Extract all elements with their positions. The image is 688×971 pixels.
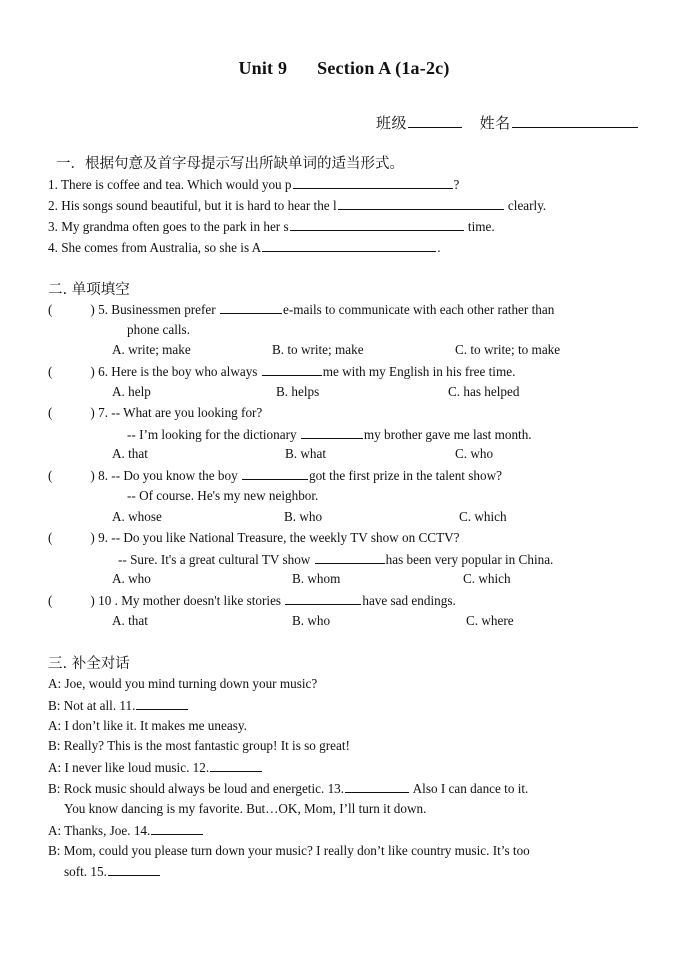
dialogue-line: A: Thanks, Joe. 14.	[48, 822, 204, 839]
dialogue-line: B: Not at all. 11.	[48, 697, 189, 714]
answer-blank[interactable]	[210, 759, 262, 772]
answer-blank[interactable]	[108, 863, 160, 876]
option-c: C. who	[455, 446, 494, 461]
answer-blank[interactable]	[301, 426, 363, 439]
answer-blank[interactable]	[293, 176, 453, 189]
option-b: B. who	[284, 509, 323, 524]
part1-item-1: 1. There is coffee and tea. Which would you p ?	[48, 177, 460, 192]
part1-heading: 一．根据句意及首字母提示写出所缺单词的适当形式。	[56, 156, 404, 172]
option-a: A. that	[112, 613, 148, 628]
class-name-line	[376, 112, 639, 133]
option-b: B. helps	[276, 384, 320, 399]
question-7-line2: -- I’m looking for the dictionary my brother gave me last month.	[127, 427, 532, 442]
answer-blank[interactable]	[262, 239, 436, 252]
option-a: A. help	[112, 384, 151, 399]
question-9-line2: -- Sure. It's a great cultural TV show has been very popular in China.	[118, 552, 554, 567]
option-a: A. whose	[112, 509, 162, 524]
question-5: ( ) 5. Businessmen prefer e-mails to communicate with each other rather than	[48, 302, 555, 317]
answer-blank[interactable]	[242, 467, 308, 480]
page-title	[0, 58, 688, 79]
answer-blank[interactable]	[136, 697, 188, 710]
option-b: B. to write; make	[272, 342, 364, 357]
option-c: C. where	[466, 613, 514, 628]
part3-heading: 三. 补全对话	[48, 656, 130, 672]
dialogue-line: A: I don’t like it. It makes me uneasy.	[48, 718, 247, 733]
question-9: ( ) 9. -- Do you like National Treasure, the weekly TV show on CCTV?	[48, 530, 460, 545]
part2-heading: 二. 单项填空	[48, 282, 130, 298]
answer-blank[interactable]	[285, 592, 361, 605]
option-c: C. has helped	[448, 384, 520, 399]
option-a: A. who	[112, 571, 151, 586]
dialogue-line: A: Joe, would you mind turning down your music?	[48, 676, 318, 691]
question-8-line2: -- Of course. He's my new neighbor.	[127, 488, 319, 503]
title-unit: Unit 9	[238, 58, 288, 78]
option-c: C. to write; to make	[455, 342, 561, 357]
dialogue-line: B: Rock music should always be loud and energetic. 13. Also I can dance to it.	[48, 781, 529, 796]
dialogue-line: A: I never like loud music. 12.	[48, 759, 263, 776]
option-c: C. which	[463, 571, 511, 586]
title-section: Section A (1a-2c)	[317, 58, 450, 78]
answer-blank[interactable]	[345, 780, 409, 793]
dialogue-line-cont: soft. 15.	[64, 863, 161, 880]
answer-blank[interactable]	[290, 218, 464, 231]
question-6: ( ) 6. Here is the boy who always me with my English in his free time.	[48, 364, 516, 379]
name-label: 姓名	[479, 114, 511, 132]
option-a: A. that	[112, 446, 148, 461]
question-8: ( ) 8. -- Do you know the boy got the first prize in the talent show?	[48, 468, 502, 483]
answer-blank[interactable]	[315, 551, 385, 564]
dialogue-line: B: Mom, could you please turn down your music? I really don’t like country music. It’s too	[48, 843, 530, 858]
question-7: ( ) 7. -- What are you looking for?	[48, 405, 263, 420]
question-5-cont: phone calls.	[127, 322, 190, 337]
name-blank[interactable]	[512, 113, 638, 128]
option-b: B. who	[292, 613, 331, 628]
answer-blank[interactable]	[151, 822, 203, 835]
option-a: A. write; make	[112, 342, 191, 357]
option-c: C. which	[459, 509, 507, 524]
part1-item-2: 2. His songs sound beautiful, but it is hard to hear the l clearly.	[48, 198, 547, 213]
class-label: 班级	[376, 114, 408, 132]
answer-blank[interactable]	[262, 363, 322, 376]
option-b: B. whom	[292, 571, 341, 586]
part1-item-3: 3. My grandma often goes to the park in her s time.	[48, 219, 495, 234]
class-blank[interactable]	[408, 113, 462, 128]
dialogue-line-cont: You know dancing is my favorite. But…OK, Mom, I’ll turn it down.	[64, 801, 427, 816]
dialogue-line: B: Really? This is the most fantastic group! It is so great!	[48, 738, 350, 753]
question-10: ( ) 10 . My mother doesn't like stories have sad endings.	[48, 593, 456, 608]
option-b: B. what	[285, 446, 327, 461]
answer-blank[interactable]	[220, 301, 282, 314]
part1-item-4: 4. She comes from Australia, so she is A .	[48, 240, 441, 255]
answer-blank[interactable]	[338, 197, 504, 210]
